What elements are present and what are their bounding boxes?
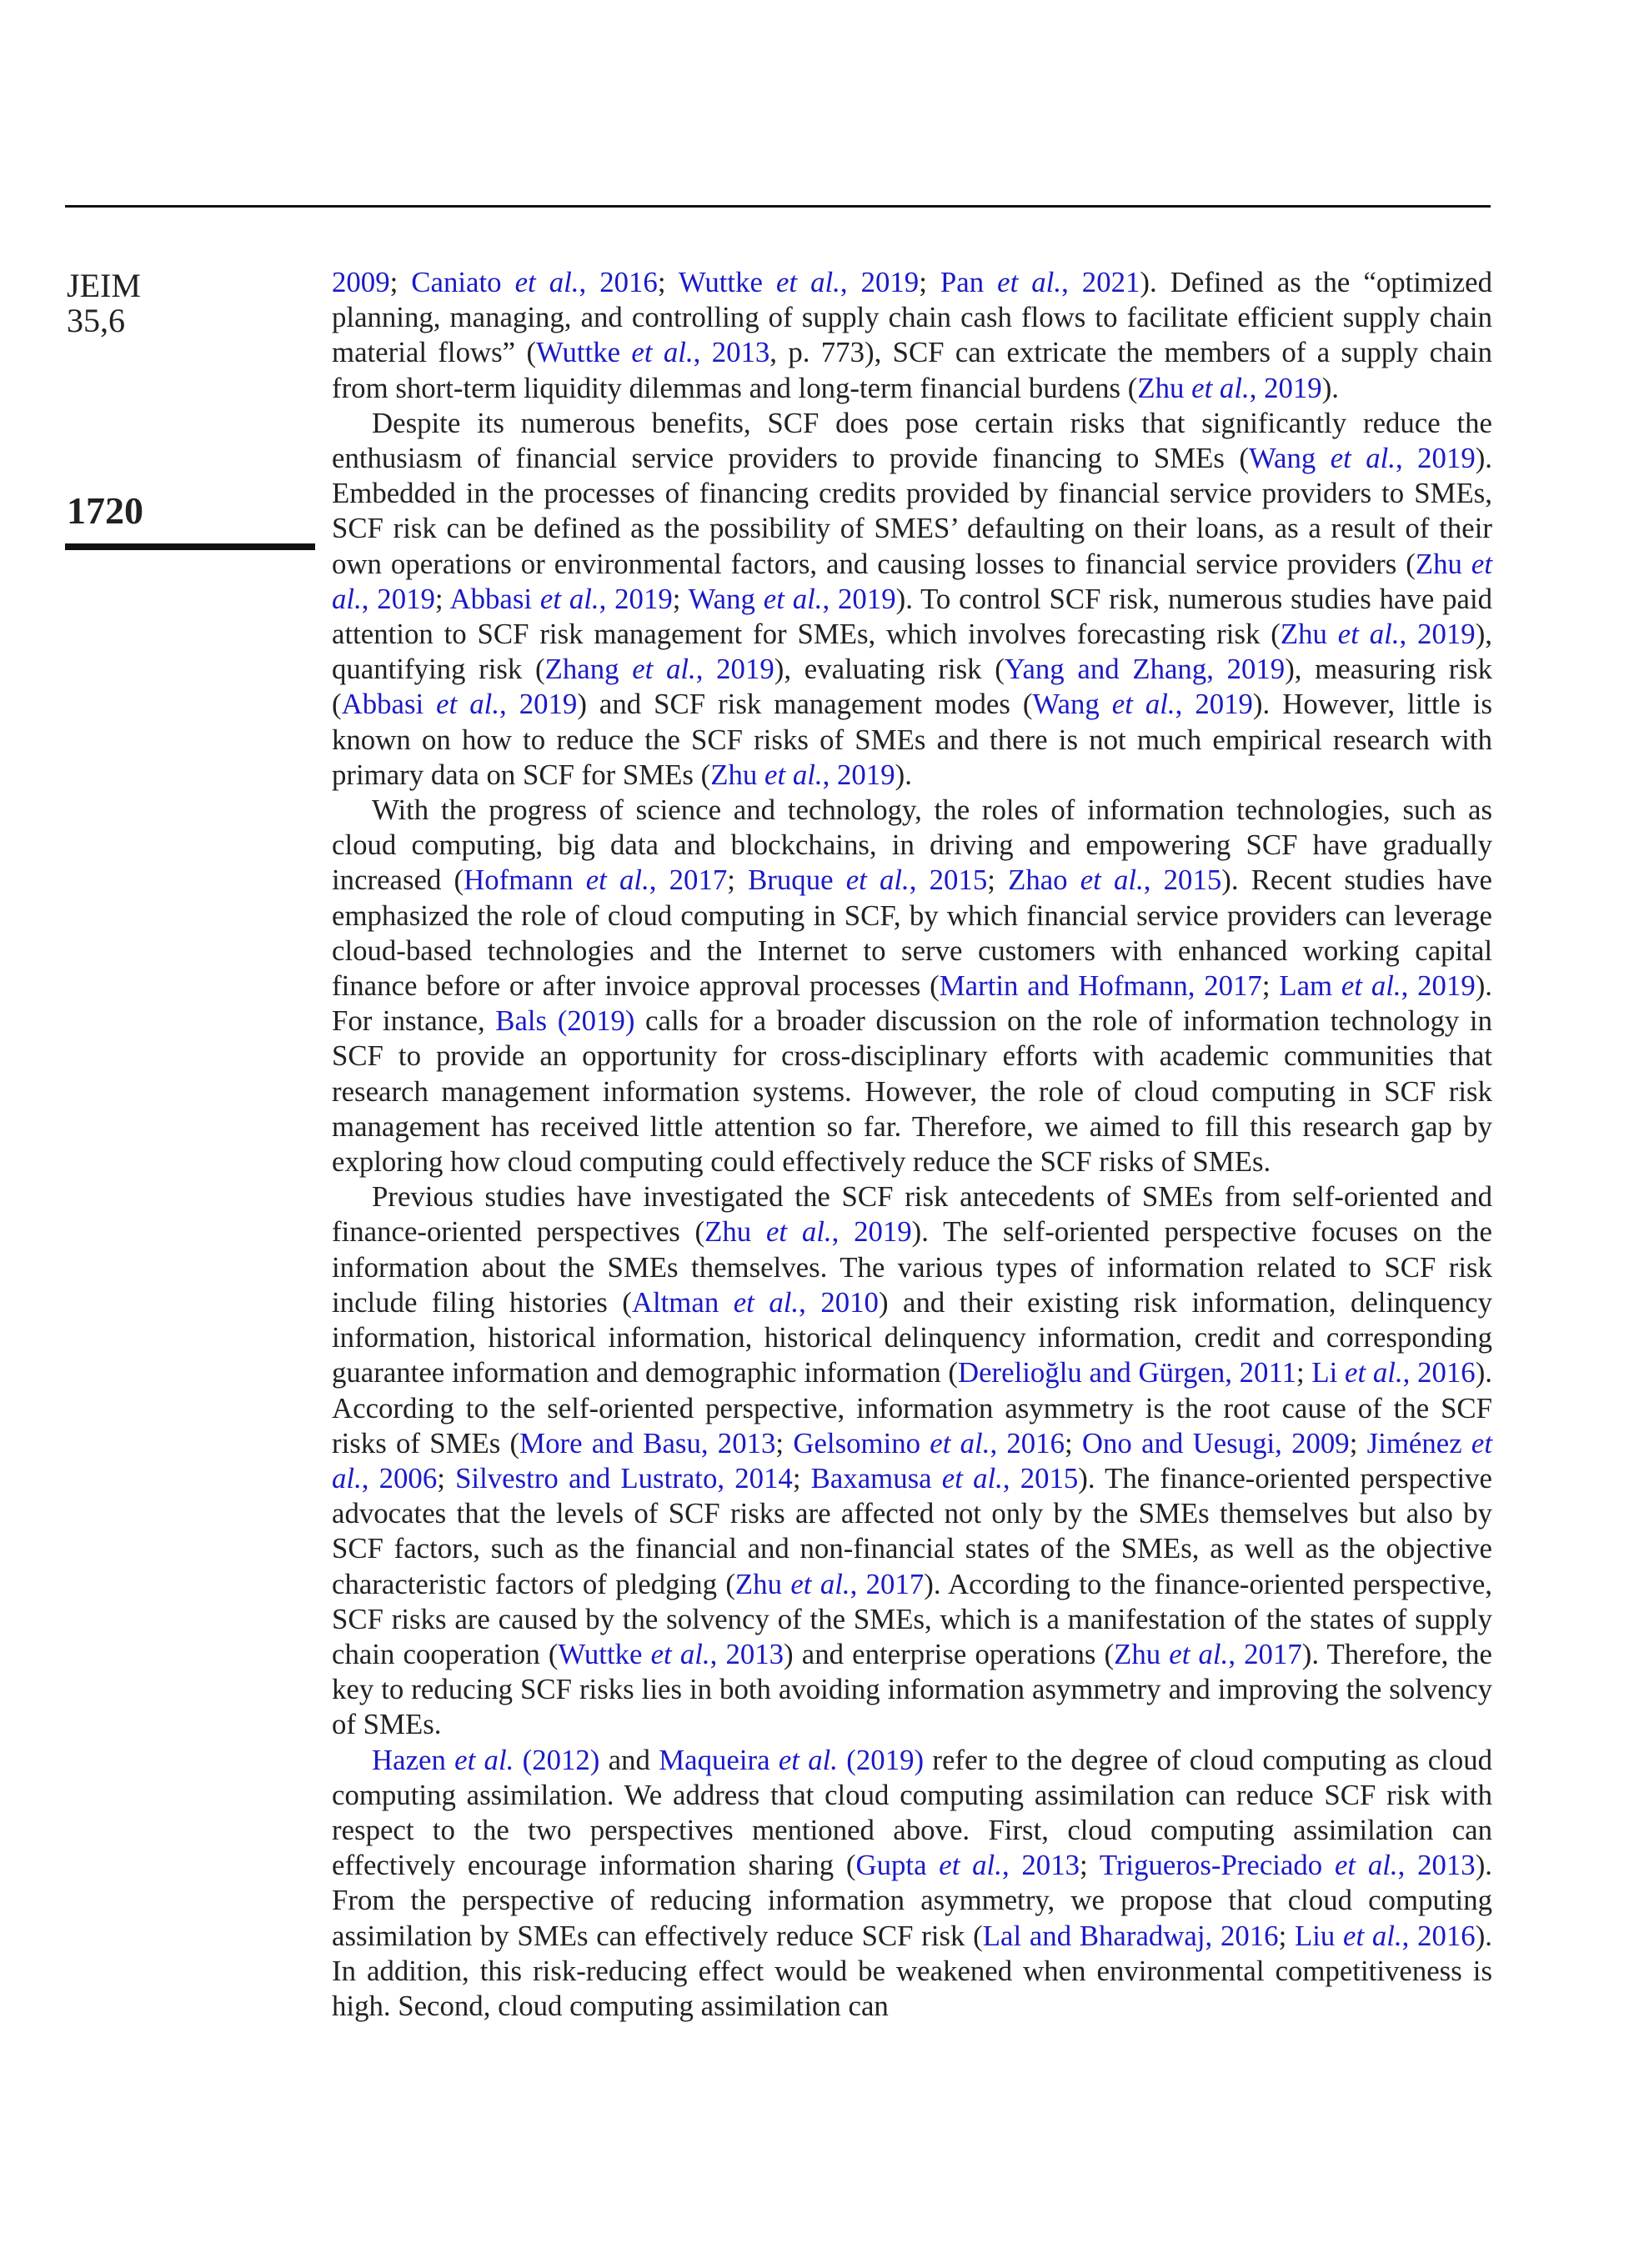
citation-link[interactable]: Zhu [704,1215,766,1249]
citation-link[interactable]: , 2017 [850,1567,925,1600]
citation-link[interactable]: Bals (2019) [495,1004,635,1038]
citation-link[interactable]: et al. [765,1215,832,1249]
citation-link[interactable]: , 2015 [1143,864,1222,897]
citation-link[interactable]: et al. [790,1567,850,1600]
citation-link[interactable]: et al. [763,582,823,615]
citation-link[interactable]: et al. [1341,969,1401,1003]
volume-issue: 35,6 [67,302,125,339]
citation-link[interactable]: et al. [939,1849,1002,1882]
citation-link[interactable]: , 2019 [822,582,896,615]
body-paragraph [332,1743,1492,2025]
paragraph-text: ). According to the finance-oriented perspective, SCF risks are caused by the solvency of the SMEs, which is a manifestation of the states of supply chain cooperation ( [332,1567,1492,1670]
citation-link[interactable]: , 2019 [1401,969,1476,1003]
citation-link[interactable]: , 2019 [695,653,774,686]
citation-link[interactable]: et al. [585,864,649,897]
citation-link[interactable]: 2009 [332,266,390,298]
journal-name: JEIM [67,267,141,304]
citation-link[interactable]: , 2019 [599,582,673,615]
paragraph-text: ). The self-oriented perspective focuses on the information about the SMEs themselves. The various types of information related to SCF risk include filing histories ( [332,1215,1493,1319]
citation-link[interactable]: , 2019 [1175,688,1253,721]
citation-link[interactable]: , 2017 [1228,1637,1302,1670]
citation-link[interactable]: Derelioğlu and Gürgen, 2011 [957,1356,1296,1389]
page-number-rule [65,543,315,550]
citation-link[interactable]: Wuttke [558,1637,651,1670]
citation-link[interactable]: Hofmann [464,864,586,897]
citation-link[interactable]: et al. [332,1426,1493,1494]
citation-link[interactable]: Wang [1248,442,1331,475]
citation-link[interactable]: et al. [650,1637,710,1670]
paragraph-text: Despite its numerous benefits, SCF does pose certain risks that significantly reduce the enthusiasm of financial service providers to provide financing to SMEs ( [332,406,1492,475]
paragraph-text: ; [1278,1919,1295,1952]
paragraph-text: ; [657,266,679,298]
paragraph-text: , p. 773), SCF can extricate the members of a supply chain from short-term liquidity dilemmas and long-term financial burdens ( [332,336,1492,404]
citation-link[interactable]: , 2019 [361,582,435,615]
citation-link[interactable]: Jiménez [1366,1426,1471,1459]
citation-link[interactable]: et al. [733,1285,799,1319]
citation-link[interactable]: , 2015 [1002,1461,1079,1494]
citation-link[interactable]: Wang [688,582,764,615]
citation-link[interactable]: Caniato [411,266,515,298]
paragraph-text: ; [1064,1426,1082,1459]
citation-link[interactable]: Lal and Bharadwaj, 2016 [982,1919,1279,1952]
citation-link[interactable]: Maqueira [659,1743,779,1776]
citation-link[interactable]: , 2019 [1396,442,1476,475]
citation-link[interactable]: More and Basu, 2013 [519,1426,776,1459]
paragraph-text: and [599,1743,659,1776]
citation-link[interactable]: Hazen [372,1743,455,1776]
citation-link[interactable]: Martin and Hofmann, 2017 [939,969,1262,1003]
citation-link[interactable]: Gupta [855,1849,940,1882]
body-paragraph [332,793,1492,1179]
paragraph-text: ; [1080,1849,1100,1882]
citation-link[interactable]: (2019) [838,1743,925,1776]
citation-link[interactable]: Liu [1294,1919,1344,1952]
citation-link[interactable]: et al. [764,758,823,791]
paragraph-text: ; [987,864,1009,897]
journal-info [67,268,141,338]
body-paragraph [332,1179,1492,1742]
citation-link[interactable]: Yang and Zhang, 2019 [1004,653,1286,686]
paragraph-text: ) and their existing risk information, delinquency information, historical information, historical delinquency information, credit and corresponding guarantee information and demographic information ( [332,1285,1493,1389]
citation-link[interactable]: et al. [539,582,599,615]
citation-link[interactable]: Li [1311,1356,1346,1389]
citation-link[interactable]: Wuttke [678,266,776,298]
citation-link[interactable]: et al. [1330,442,1396,475]
citation-link[interactable]: Zhu [734,1567,791,1600]
paragraph-text: ; [1261,969,1280,1003]
body-paragraph [332,406,1492,793]
citation-link[interactable]: , 2013 [1397,1849,1476,1882]
citation-link[interactable]: Baxamusa [810,1461,942,1494]
citation-link[interactable]: (2012) [514,1743,600,1776]
paragraph-text: ; [434,582,450,615]
paragraph-text: ) and enterprise operations ( [784,1637,1115,1670]
citation-link[interactable]: et al. [845,864,910,897]
citation-link[interactable]: Abbasi [341,688,437,721]
paragraph-text: ). In addition, this risk-reducing effect would be weakened when environmental competitiveness is high. Second, cloud computing assimilation can [332,1919,1492,2022]
citation-link[interactable]: Abbasi [449,582,540,615]
paragraph-text: ; [919,266,940,298]
paragraph-text: ; [1296,1356,1312,1389]
citation-link[interactable]: et al. [454,1743,514,1776]
citation-link[interactable]: et al. [997,266,1062,298]
citation-link[interactable]: Pan [940,266,998,298]
paragraph-text: Previous studies have investigated the SCF risk antecedents of SMEs from self-oriented and finance-oriented perspectives ( [332,1180,1492,1249]
citation-link[interactable]: , 2016 [1402,1356,1476,1389]
citation-link[interactable]: , 2006 [361,1461,438,1494]
citation-link[interactable]: et al. [775,266,840,298]
page-number: 1720 [67,489,143,532]
paragraph-text: ). From the perspective of reducing information asymmetry, we propose that cloud computing assimilation by SMEs can effectively reduce SCF risk ( [332,1849,1492,1952]
citation-link[interactable]: , 2019 [840,266,920,298]
paragraph-text: ). The finance-oriented perspective advocates that the levels of SCF risks are affected not only by the SMEs themselves but also by SCF factors, such as the financial and non-financial states of the SMEs, as well as the objective characteristic factors of pledging ( [332,1461,1492,1600]
citation-link[interactable]: Bruque [748,864,846,897]
citation-link[interactable]: et al. [1080,864,1144,897]
paragraph-text: ). Embedded in the processes of financing credits provided by financial service providers to SMEs, SCF risk can be defined as the possibility of SMES’ defaulting on their loans, as a result of their own operations or environmental factors, and causing losses to financial service providers ( [332,442,1493,580]
citation-link[interactable]: , 2016 [990,1426,1065,1459]
citation-link[interactable]: et al. [778,1743,839,1776]
citation-link[interactable]: , 2015 [909,864,988,897]
citation-link[interactable]: et al. [514,266,579,298]
paragraph-text: ), evaluating risk ( [774,653,1005,686]
paragraph-text: ), measuring risk ( [332,653,1493,721]
paragraph-text: ). [895,758,912,791]
paragraph-text: ). Recent studies have emphasized the role of cloud computing in SCF, by which financial service providers can leverage cloud-based technologies and the Internet to serve customers with enhanced working capital finance before or after invoice approval processes ( [332,864,1492,1003]
citation-link[interactable]: , 2019 [822,758,895,791]
paragraph-text: ; [775,1426,794,1459]
citation-link[interactable]: , 2013 [1001,1849,1080,1882]
citation-link[interactable]: , 2013 [709,1637,784,1670]
citation-link[interactable]: et al. [632,653,696,686]
paragraph-text: ; [792,1461,811,1494]
citation-link[interactable]: , 2019 [831,1215,912,1249]
paragraph-text: calls for a broader discussion on the role of information technology in SCF to provide an opportunity for cross-disciplinary efforts with academic communities that research management information systems. However, the role of cloud computing in SCF risk management has received little attention so far. Therefore, we aimed to fill this research gap by exploring how cloud computing could effectively reduce the SCF risks of SMEs. [332,1004,1492,1179]
citation-link[interactable]: et al. [1169,1637,1229,1670]
paragraph-text: ; [437,1461,456,1494]
paragraph-text: ; [727,864,749,897]
citation-link[interactable]: , 2013 [693,336,770,369]
citation-link[interactable]: Altman [631,1285,734,1319]
paragraph-text: ). According to the self-oriented perspective, information asymmetry is the root cause of the SCF risks of SMEs ( [332,1356,1492,1459]
paragraph-text: ). Defined as the “optimized planning, managing, and controlling of supply chain cash flows to facilitate efficient supply chain material flows” ( [332,266,1492,369]
citation-link[interactable]: Wang [1032,688,1112,721]
citation-link[interactable]: et al. [941,1461,1003,1494]
body-paragraph [332,265,1492,406]
citation-link[interactable]: et al. [436,688,500,721]
paragraph-text: ; [672,582,689,615]
paragraph-text: ) and SCF risk management modes ( [577,688,1033,721]
citation-link[interactable]: et al. [1111,688,1175,721]
paragraph-text: ). However, little is known on how to reduce the SCF risks of SMEs and there is not much empirical research with primary data on SCF for SMEs ( [332,688,1493,791]
citation-link[interactable]: , 2019 [1249,371,1322,404]
citation-link[interactable]: Zhu [710,758,765,791]
citation-link[interactable]: Zhang [544,653,633,686]
citation-link[interactable]: et al. [930,1426,990,1459]
citation-link[interactable]: et al. [631,336,694,369]
citation-link[interactable]: Trigueros-Preciado [1099,1849,1335,1882]
citation-link[interactable]: Zhu [1137,371,1192,404]
citation-link[interactable]: Zhao [1008,864,1080,897]
citation-link[interactable]: Gelsomino [793,1426,930,1459]
paragraph-text: ), quantifying risk ( [332,618,1492,686]
citation-link[interactable]: Silvestro and Lustrato, 2014 [455,1461,793,1494]
header-rule [65,205,1491,208]
paragraph-text: ; [1349,1426,1367,1459]
article-body [332,265,1492,2024]
citation-link[interactable]: et al. [1345,1356,1403,1389]
paragraph-text: ). To control SCF risk, numerous studies have paid attention to SCF risk management for SMEs, which involves forecasting risk ( [332,582,1493,651]
citation-link[interactable]: , 2016 [1401,1919,1476,1952]
citation-link[interactable]: Wuttke [536,336,632,369]
citation-link[interactable]: Lam [1279,969,1341,1003]
paragraph-text: refer to the degree of cloud computing as cloud computing assimilation. We address that cloud computing assimilation can reduce SCF risk with respect to the two perspectives mentioned above. First, cloud computing assimilation can effectively encourage information sharing ( [332,1743,1493,1882]
citation-link[interactable]: et al. [1337,618,1400,651]
citation-link[interactable]: Ono and Uesugi, 2009 [1081,1426,1350,1459]
paragraph-text: ). For instance, [332,969,1493,1038]
citation-link[interactable]: , 2019 [1399,618,1476,651]
citation-link[interactable]: , 2019 [499,688,578,721]
citation-link[interactable]: et al. [1334,1849,1398,1882]
paragraph-text: ). Therefore, the key to reducing SCF risks lies in both avoiding information asymmetry and improving the solvency of SMEs. [332,1637,1493,1741]
citation-link[interactable]: , 2021 [1061,266,1140,298]
citation-link[interactable]: et al. [1343,1919,1402,1952]
citation-link[interactable]: Zhu [1415,547,1471,580]
citation-link[interactable]: Zhu [1114,1637,1170,1670]
citation-link[interactable]: , 2017 [649,864,728,897]
citation-link[interactable]: et al. [1191,371,1250,404]
citation-link[interactable]: , 2016 [579,266,658,298]
citation-link[interactable]: , 2010 [799,1285,879,1319]
paragraph-text: ). [1321,371,1339,404]
citation-link[interactable]: et al. [332,547,1492,615]
citation-link[interactable]: Zhu [1280,618,1338,651]
paragraph-text: With the progress of science and technology, the roles of information technologies, such as cloud computing, big data and blockchains, in driving and empowering SCF have gradually increased ( [332,794,1492,897]
paragraph-text: ; [389,266,412,298]
